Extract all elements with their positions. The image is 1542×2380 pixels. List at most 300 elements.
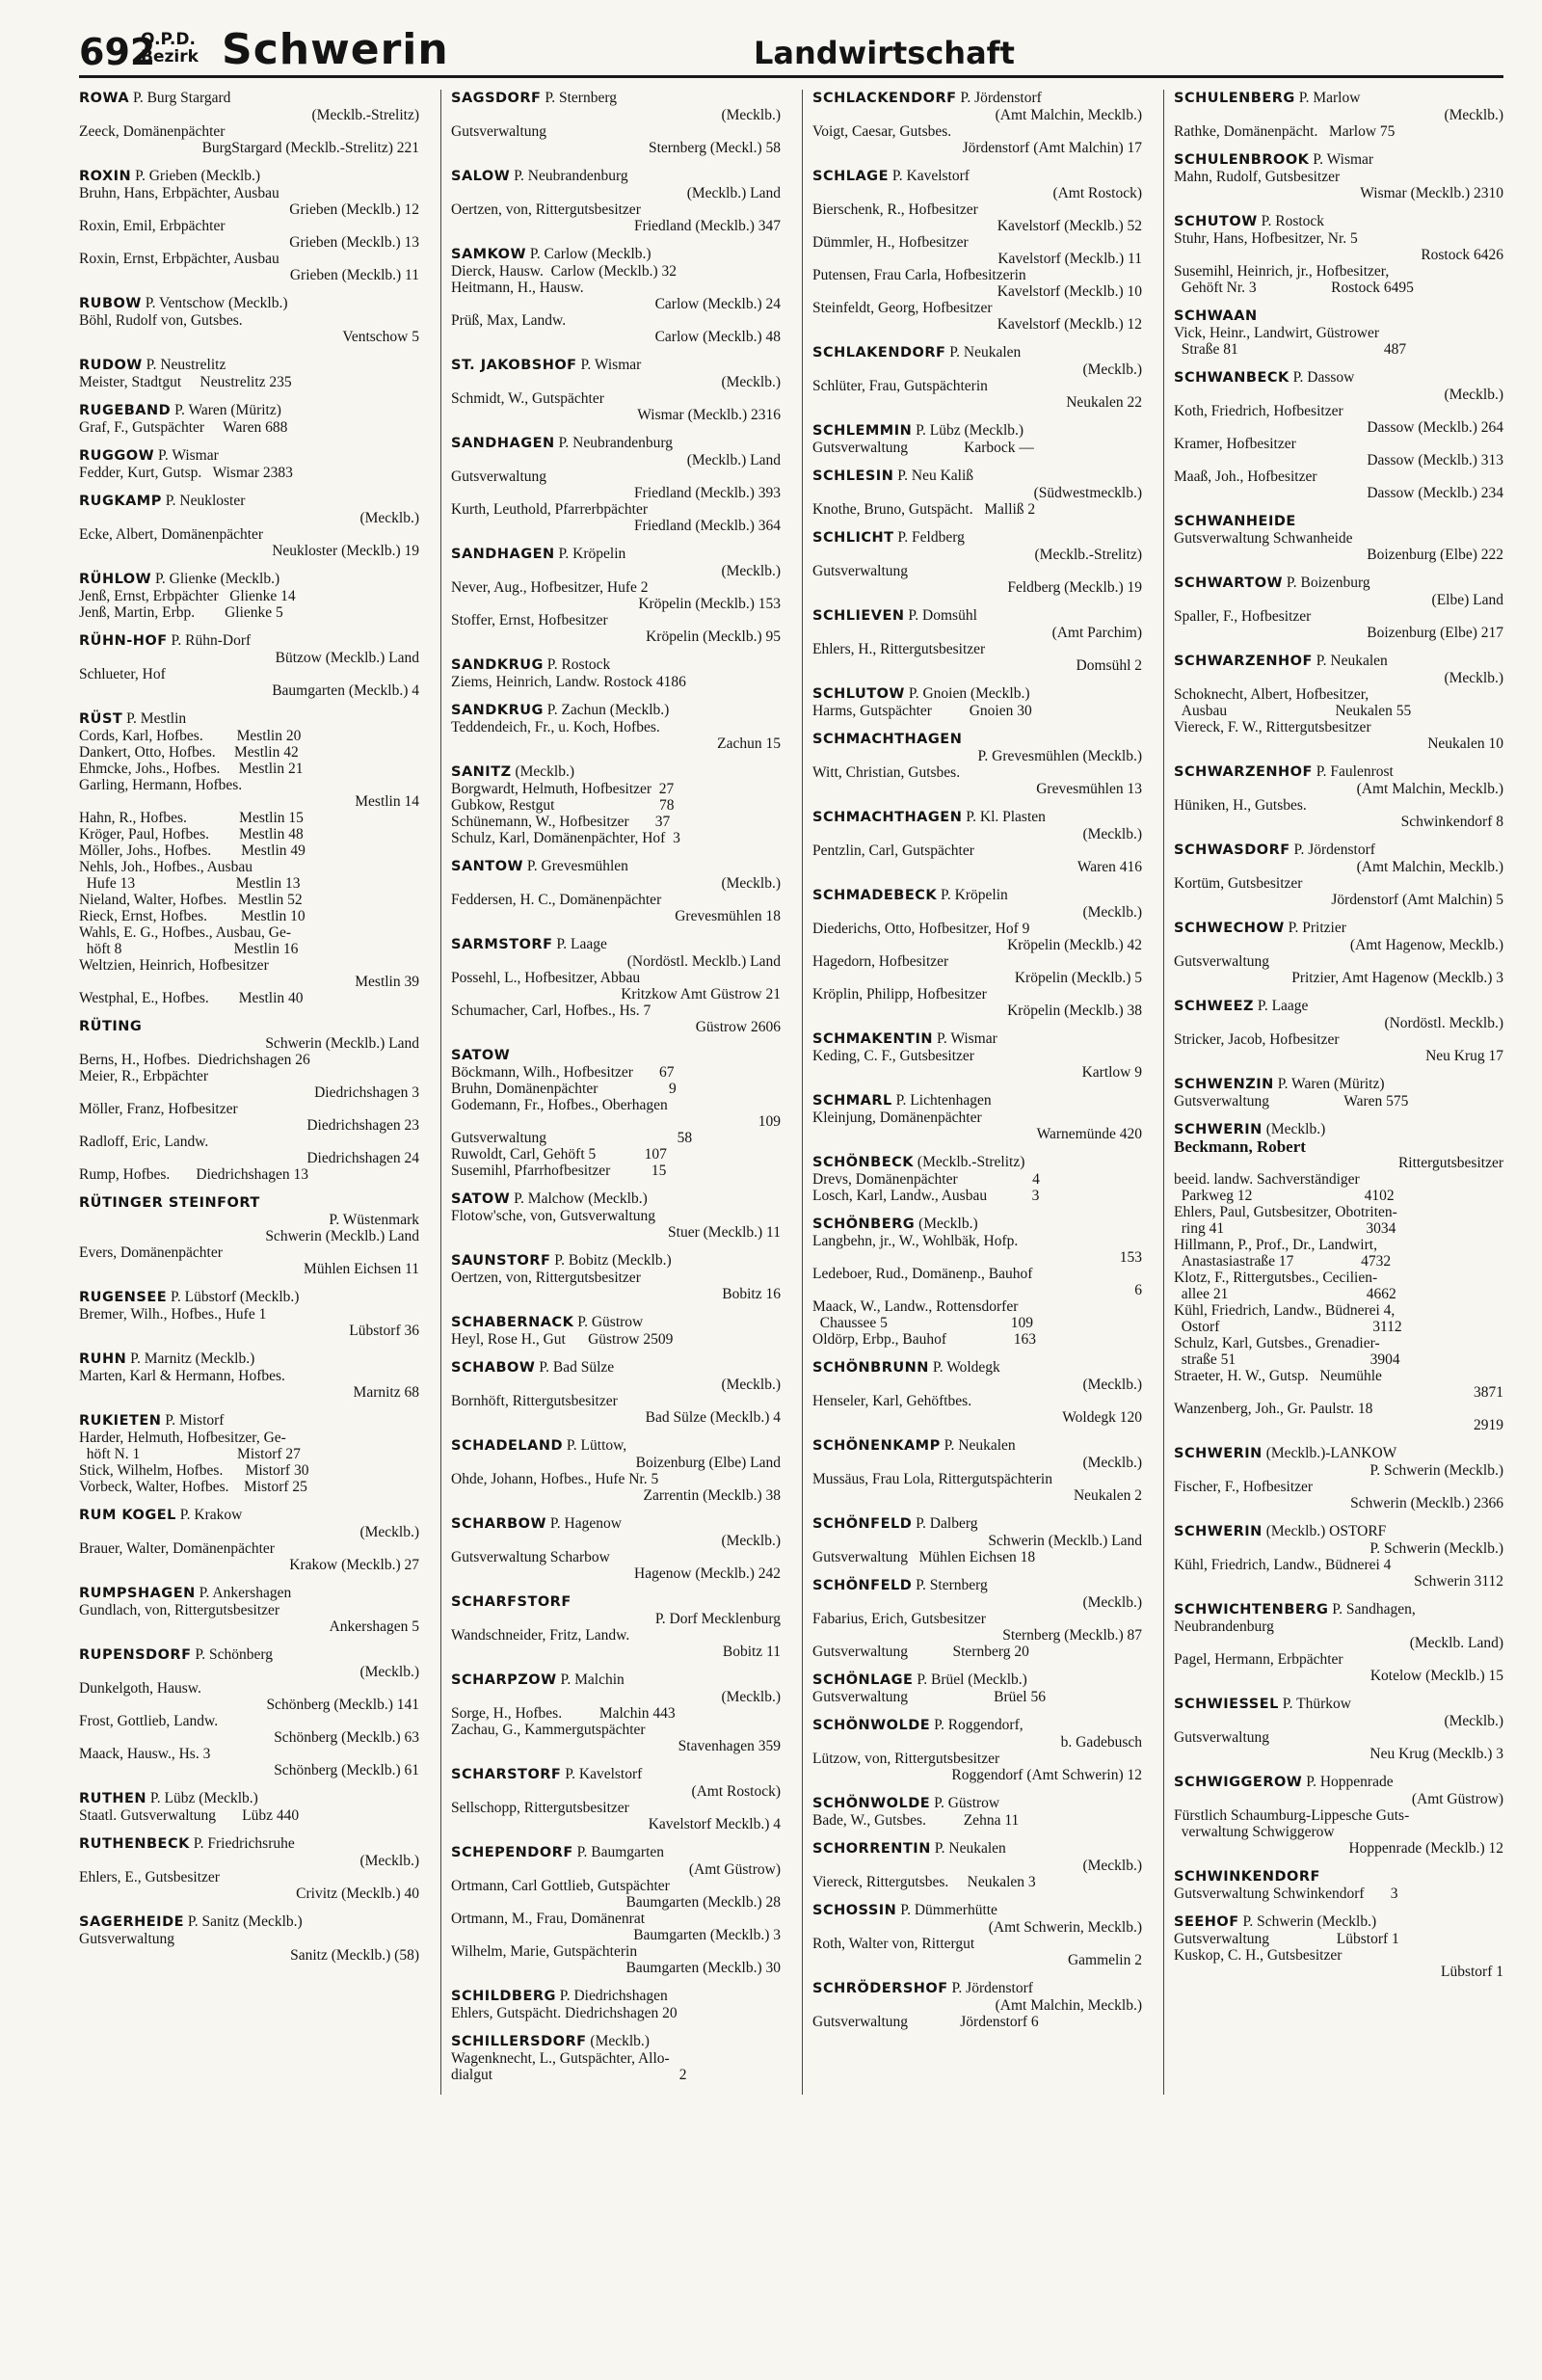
entry-line: (Elbe) Land [1431,592,1503,608]
place-name: ROXIN [79,169,132,184]
entry-line: Frost, Gottlieb, Landw. [79,1713,219,1729]
entry-line: Neu Krug (Mecklb.) 3 [1369,1746,1503,1762]
post-office: P. Neukalen [940,1437,1016,1454]
entry-line: Wismar (Mecklb.) 2316 [637,407,781,423]
entry-line: Kühl, Friedrich, Landw., Büdnerei 4, [1174,1302,1396,1319]
entry-heading [812,1154,1142,1171]
place-name: SCHÖNWOLDE [812,1796,931,1811]
entry-line: (Amt Rostock) [1052,185,1142,201]
entry-heading [451,1593,781,1611]
place-name: SCHÖNBECK [812,1155,915,1170]
post-office: P. Güstrow [573,1314,644,1330]
entry-line: Boizenburg (Elbe) 217 [1367,625,1503,641]
entry-line: (Mecklb.) [1444,387,1503,403]
post-office: P. Wismar [576,357,642,373]
entry-line: Ohde, Johann, Hofbes., Hufe Nr. 5 [451,1471,659,1487]
directory-entry [451,1593,781,1660]
directory-entry [1174,575,1503,641]
entry-line: Gutsverwaltung Waren 575 [1174,1093,1409,1110]
entry-heading [79,1350,419,1368]
place-name: SCHWERIN [1174,1122,1263,1137]
directory-entry [451,936,781,1035]
entry-line: Ecke, Albert, Domänenpächter [79,526,264,543]
directory-entry [79,447,419,481]
entry-line: Schwerin (Mecklb.) Land [988,1533,1142,1549]
directory-entry [1174,513,1503,563]
post-office: P. Hoppenrade [1302,1774,1394,1790]
entry-line: Gutsverwaltung Jördenstorf 6 [812,2014,1039,2030]
directory-entry [812,1840,1142,1890]
entry-line: Hagedorn, Hofbesitzer [812,953,949,970]
entry-line: Diedrichshagen 3 [314,1084,419,1101]
entry-line: Ehmcke, Johs., Hofbes. Mestlin 21 [79,761,304,777]
entry-line: Chaussee 5 109 [812,1315,1034,1331]
entry-line: Zeeck, Domänenpächter [79,123,226,140]
entry-line: Gutsverwaltung 58 [451,1130,693,1146]
entry-line: Lützow, von, Rittergutsbesitzer [812,1751,1000,1767]
entry-heading [812,1840,1142,1858]
directory-entry [812,90,1142,156]
entry-heading [812,1980,1142,1997]
entry-line: Ortmann, Carl Gottlieb, Gutspächter [451,1878,670,1894]
entry-line: Gutsverwaltung [1174,953,1270,970]
entry-line: Kröpelin (Mecklb.) 5 [1014,970,1142,986]
directory-entry [1174,920,1503,986]
entry-line: (Amt Güstrow) [688,1861,781,1878]
post-office: (Mecklb.) [586,2033,650,2049]
entry-line: Anastasiastraße 17 4732 [1174,1253,1392,1270]
post-office: P. Rühn-Dorf [167,632,252,649]
place-name: RUGENSEE [79,1290,168,1305]
entry-line: Teddendeich, Fr., u. Koch, Hofbes. [451,719,660,735]
entry-line: verwaltung Schwiggerow [1174,1824,1335,1840]
entry-line: Böckmann, Wilh., Hofbesitzer 67 [451,1064,675,1081]
place-name: SANDHAGEN [451,436,555,451]
entry-heading [812,809,1142,826]
entry-heading [1174,1774,1503,1791]
entry-line: Grieben (Mecklb.) 11 [289,267,419,283]
directory-entry [812,344,1142,411]
entry-line: (Mecklb.) Land [686,185,781,201]
entry-heading [451,1515,781,1533]
entry-heading [812,1030,1142,1048]
entry-line: Prüß, Max, Landw. [451,312,567,329]
place-name: SCHLUTOW [812,686,905,702]
entry-line: (Mecklb.) [1444,107,1503,123]
place-name: SCHWARTOW [1174,575,1284,591]
directory-entry [451,168,781,234]
place-name: SCHWARZENHOF [1174,764,1313,780]
entry-line: Schünemann, W., Hofbesitzer 37 [451,814,671,830]
entry-line: Bruhn, Hans, Erbpächter, Ausbau [79,185,279,201]
entry-heading [812,529,1142,547]
entry-line: Schulz, Karl, Gutsbes., Grenadier- [1174,1335,1380,1351]
entry-line: Ausbau Neukalen 55 [1174,703,1412,719]
entry-line: Ventschow 5 [342,329,419,345]
entry-line: Kuskop, C. H., Gutsbesitzer [1174,1947,1343,1964]
entry-heading [1174,1076,1503,1093]
entry-line: Schönberg (Mecklb.) 63 [274,1729,419,1746]
entry-line: Flotow'sche, von, Gutsverwaltung [451,1208,656,1224]
entry-line: Bremer, Wilh., Hofbes., Hufe 1 [79,1306,267,1323]
entry-line: Harms, Gutspächter Gnoien 30 [812,703,1032,719]
post-office: P. Sandhagen, Neubrandenburg [1174,1601,1416,1635]
directory-entry [812,468,1142,518]
entry-line: (Mecklb.) [359,510,419,526]
directory-entry [812,731,1142,797]
entry-line: Possehl, L., Hofbesitzer, Abbau [451,970,641,986]
post-office: P. Güstrow [930,1795,1000,1811]
entry-line: P. Dorf Mecklenburg [654,1611,781,1627]
entry-line: Gutsverwaltung [1174,1729,1270,1746]
directory-entry [79,1507,419,1573]
post-office: P. Neubrandenburg [510,168,628,184]
entry-heading [79,1646,419,1664]
entry-heading [812,1902,1142,1919]
directory-entry [1174,151,1503,201]
directory-entry [451,1515,781,1582]
place-name: SARMSTORF [451,937,553,952]
entry-heading [79,1194,419,1212]
place-name: SCHULENBROOK [1174,152,1310,168]
entry-line: Bruhn, Domänenpächter 9 [451,1081,677,1097]
entry-line: Brauer, Walter, Domänenpächter [79,1540,275,1557]
entry-line: Rump, Hofbes. Diedrichshagen 13 [79,1166,309,1183]
entry-line: (Mecklb.-Strelitz) [1034,547,1142,563]
entry-line: Viereck, Rittergutsbes. Neukalen 3 [812,1874,1036,1890]
entry-line: Steinfeldt, Georg, Hofbesitzer [812,300,993,316]
entry-heading [1174,90,1503,107]
entry-line: Warnemünde 420 [1036,1126,1142,1142]
post-office: P. Marlow [1294,90,1361,106]
entry-line: Wanzenberg, Joh., Gr. Paulstr. 18 [1174,1401,1373,1417]
entry-line: Ehlers, Paul, Gutsbesitzer, Obotriten- [1174,1204,1397,1220]
entry-heading [812,1795,1142,1812]
entry-line: Grevesmühlen 18 [675,908,781,924]
entry-line: Baumgarten (Mecklb.) 4 [272,682,419,699]
post-office: (Mecklb.) [915,1216,978,1232]
place-name: SCHLAKENDORF [812,345,946,361]
post-office: P. Gnoien (Mecklb.) [904,685,1030,702]
post-office: P. Feldberg [893,529,965,546]
entry-line: Friedland (Mecklb.) 364 [634,518,781,534]
place-name: RÜHN-HOF [79,633,168,649]
directory-entry [79,1646,419,1778]
directory-entry [812,422,1142,456]
directory-entry [1174,1774,1503,1857]
place-name: SCHWAAN [1174,308,1258,324]
entry-line: BurgStargard (Mecklb.-Strelitz) 221 [201,140,419,156]
entry-heading [812,1092,1142,1110]
entry-heading [812,422,1142,440]
post-office: P. Kröpelin [554,546,626,562]
entry-line: Roxin, Emil, Erbpächter [79,218,226,234]
entry-line: Hüniken, H., Gutsbes. [1174,797,1307,814]
entry-line: allee 21 4662 [1174,1286,1396,1302]
entry-line: Maack, Hausw., Hs. 3 [79,1746,211,1762]
entry-line: Diederichs, Otto, Hofbesitzer, Hof 9 [812,921,1030,937]
entry-line: Lübstorf 1 [1440,1964,1503,1980]
directory-entry [812,685,1142,719]
entry-line: Gundlach, von, Rittergutsbesitzer [79,1602,280,1618]
entry-heading [451,763,781,781]
entry-line: Staatl. Gutsverwaltung Lübz 440 [79,1807,300,1824]
directory-entry [79,493,419,559]
directory-entry [1174,1868,1503,1902]
entry-line: (Mecklb.) Land [686,452,781,468]
entry-heading [1174,513,1503,530]
place-name: SCHWERIN [1174,1446,1263,1461]
entry-line: Susemihl, Pfarrhofbesitzer 15 [451,1163,667,1179]
entry-line: Waren 416 [1077,859,1142,875]
entry-heading [79,710,419,728]
entry-heading [451,1988,781,2005]
directory-entry [79,710,419,1006]
place-name: SCHWICHTENBERG [1174,1602,1329,1618]
place-name: SCHWEEZ [1174,999,1255,1014]
post-office: P. Laage [552,936,607,952]
place-name: SCHWARZENHOF [1174,654,1313,669]
directory-entry [1174,1696,1503,1762]
place-name: SANDKRUG [451,703,544,718]
post-office: P. Dümmerhütte [896,1902,997,1918]
entry-line: Never, Aug., Hofbesitzer, Hufe 2 [451,579,649,596]
entry-line: Oertzen, von, Rittergutsbesitzer [451,201,641,218]
place-name: SCHUTOW [1174,214,1258,229]
entry-line: Hagenow (Mecklb.) 242 [634,1565,781,1582]
entry-line: Schönberg (Mecklb.) 61 [274,1762,419,1778]
place-name: SCHEPENDORF [451,1845,573,1860]
entry-line: Stick, Wilhelm, Hofbes. Mistorf 30 [79,1462,309,1479]
entry-line: Kavelstorf (Mecklb.) 10 [997,283,1142,300]
column-3 [802,90,1142,2095]
directory-entry [79,1835,419,1902]
entry-heading [812,731,1142,748]
post-office: P. Zachun (Mecklb.) [543,702,670,718]
place-name: SCHÖNBERG [812,1217,916,1232]
entry-heading [451,1844,781,1861]
entry-line: Schwinkendorf 8 [1400,814,1503,830]
entry-line: (Mecklb.) [721,1377,781,1393]
entry-line: (Mecklb.-Strelitz) [311,107,419,123]
entry-line: Kramer, Hofbesitzer [1174,436,1296,452]
entry-line: Bobitz 16 [722,1286,781,1302]
entry-line: Westphal, E., Hofbes. Mestlin 40 [79,990,304,1006]
entry-heading [451,1359,781,1377]
entry-line: 2919 [1474,1417,1503,1433]
entry-line: Kleinjung, Domänenpächter [812,1110,982,1126]
entry-line: Sternberg (Meckl.) 58 [648,140,781,156]
entry-heading [79,447,419,465]
entry-line: (Mecklb.) [1082,1858,1142,1874]
place-name: SANDKRUG [451,657,544,673]
post-office: P. Roggendorf, [930,1717,1024,1733]
directory-entry [812,1515,1142,1565]
directory-entry [812,1216,1142,1348]
post-office: P. Jördenstorf [1289,842,1375,858]
directory-entry [1174,842,1503,908]
place-name: SATOW [451,1191,511,1207]
directory-entry [79,357,419,390]
entry-heading [451,357,781,374]
directory-entry [1174,369,1503,501]
directory-entry [79,571,419,621]
entry-line: (Amt Malchin, Mecklb.) [995,107,1142,123]
opd-label: O.P.D. [141,30,196,49]
entry-line: (Mecklb.) [359,1853,419,1869]
post-office: P. Kavelstorf [889,168,970,184]
entry-line: Ehlers, E., Gutsbesitzer [79,1869,220,1885]
entry-heading [812,1577,1142,1594]
entry-line: Sanitz (Mecklb.) (58) [290,1947,419,1964]
entry-line: Ortmann, M., Frau, Domänenrat [451,1911,646,1927]
post-office: P. Schwerin (Mecklb.) [1238,1913,1377,1930]
post-office: P. Neukloster [161,493,246,509]
post-office: P. Lübz (Mecklb.) [912,422,1024,439]
directory-entry [812,1092,1142,1142]
entry-line: Kotelow (Mecklb.) 15 [1369,1668,1503,1684]
directory-entry [812,1437,1142,1504]
entry-line: 3871 [1474,1384,1503,1401]
place-name: SCHWANHEIDE [1174,514,1296,529]
directory-entry [812,1577,1142,1660]
entry-line: (Mecklb.) [1082,1455,1142,1471]
place-name: ROWA [79,91,130,106]
entry-line: (Amt Malchin, Mecklb.) [1356,781,1503,797]
entry-line: Grieben (Mecklb.) 12 [289,201,419,218]
entry-line: höft N. 1 Mistorf 27 [79,1446,301,1462]
entry-line: Sellschopp, Rittergutsbesitzer [451,1800,629,1816]
entry-line: (Amt Malchin, Mecklb.) [995,1997,1142,2014]
post-office: P. Malchin [556,1671,625,1688]
post-office: P. Rostock [543,656,611,673]
entry-line: Roxin, Ernst, Erbpächter, Ausbau [79,251,279,267]
directory-entry [79,632,419,699]
entry-heading [79,571,419,588]
post-office: P. Krakow [175,1507,243,1523]
directory-entry [1174,308,1503,358]
entry-line: Putensen, Frau Carla, Hofbesitzerin [812,267,1026,283]
entry-heading [451,168,781,185]
entry-line: (Südwestmecklb.) [1033,485,1142,501]
entry-line: Maaß, Joh., Hofbesitzer [1174,468,1317,485]
entry-line: Boizenburg (Elbe) 222 [1367,547,1503,563]
entry-line: Rieck, Ernst, Hofbes. Mestlin 10 [79,908,306,924]
post-office: P. Dassow [1289,369,1355,386]
post-office: P. Carlow (Mecklb.) [526,246,651,262]
entry-line: Stuhr, Hans, Hofbesitzer, Nr. 5 [1174,230,1358,247]
entry-line: Gutsverwaltung [79,1931,175,1947]
entry-heading [812,1359,1142,1377]
entry-heading [1174,575,1503,592]
entry-line: Heitmann, H., Hausw. [451,280,584,296]
entry-line: Schönberg (Mecklb.) 141 [266,1697,419,1713]
entry-line: (Mecklb.) [359,1524,419,1540]
entry-heading [79,632,419,650]
entry-line: Wismar (Mecklb.) 2310 [1360,185,1503,201]
entry-heading [1174,1868,1503,1885]
place-name: RÜTINGER STEINFORT [79,1195,260,1211]
entry-line: Fischer, F., Hofbesitzer [1174,1479,1314,1495]
place-name: SCHARPZOW [451,1672,557,1688]
entry-line: (Mecklb.) [1082,1594,1142,1611]
directory-entry [812,1359,1142,1426]
directory-entry [812,1717,1142,1783]
entry-heading [451,936,781,953]
place-name: SCHWASDORF [1174,842,1290,858]
directory-entry [812,529,1142,596]
entry-line: Rostock 6426 [1421,247,1503,263]
entry-line: Garling, Hermann, Hofbes. [79,777,243,793]
entry-heading [79,402,419,419]
post-office: (Mecklb.)-LANKOW [1262,1445,1397,1461]
entry-line: Schulz, Karl, Domänenpächter, Hof 3 [451,830,680,846]
entry-line: (Amt Rostock) [691,1783,781,1800]
place-name: RUTHENBECK [79,1836,190,1852]
directory-entry [812,1671,1142,1705]
directory-entry [79,90,419,156]
directory-entry [79,1585,419,1635]
entry-line: dialgut 2 [451,2067,687,2083]
place-name: SCHMACHTHAGEN [812,732,963,747]
directory-entry [1174,998,1503,1064]
entry-heading [812,468,1142,485]
post-office: P. Laage [1254,998,1309,1014]
entry-heading [1174,308,1503,325]
entry-line: Bobitz 11 [722,1644,781,1660]
entry-line: Kortüm, Gutsbesitzer [1174,875,1303,892]
entry-line: Baumgarten (Mecklb.) 30 [625,1960,781,1976]
entry-line: Cords, Karl, Hofbes. Mestlin 20 [79,728,302,744]
entry-heading [451,858,781,875]
entry-line: Witt, Christian, Gutsbes. [812,764,961,781]
entry-line: Dierck, Hausw. Carlow (Mecklb.) 32 [451,263,678,280]
entry-heading [451,246,781,263]
entry-heading [451,1047,781,1064]
section-title: Landwirtschaft [754,35,1015,71]
entry-line: Gutsverwaltung Brüel 56 [812,1689,1046,1705]
entry-line: Sternberg (Mecklb.) 87 [1002,1627,1142,1644]
entry-line: Mühlen Eichsen 11 [304,1261,419,1277]
place-name: SCHWENZIN [1174,1077,1274,1092]
directory-entry [451,1844,781,1976]
entry-line: Gutsverwaltung [812,563,909,579]
entry-heading [812,887,1142,904]
bezirk-label: Bezirk [141,47,199,67]
entry-line: P. Wüstenmark [329,1212,419,1228]
entry-line: (Nordöstl. Mecklb.) [1384,1015,1503,1031]
entry-line: Oertzen, von, Rittergutsbesitzer [451,1270,641,1286]
entry-heading [79,493,419,510]
entry-line: 6 [1134,1282,1142,1298]
entry-line: Kartlow 9 [1081,1064,1142,1081]
place-name: SCHÖNWOLDE [812,1718,931,1733]
entry-line: Straße 81 487 [1174,341,1407,358]
entry-line: Dassow (Mecklb.) 234 [1367,485,1503,501]
entry-line: Domsühl 2 [1076,657,1142,674]
post-office: P. Waren (Müritz) [1273,1076,1385,1092]
entry-line: Zachun 15 [717,735,781,752]
entry-line: straße 51 3904 [1174,1351,1400,1368]
entry-line: (Mecklb.) [721,1533,781,1549]
directory-entry [1174,213,1503,296]
post-office: P. Brüel (Mecklb.) [913,1671,1027,1688]
entry-line: Gutsverwaltung Schwanheide [1174,530,1353,547]
directory-entry [451,1671,781,1754]
entry-line: Jördenstorf (Amt Malchin) 5 [1331,892,1503,908]
entry-heading [1174,653,1503,670]
entry-heading [451,1671,781,1689]
